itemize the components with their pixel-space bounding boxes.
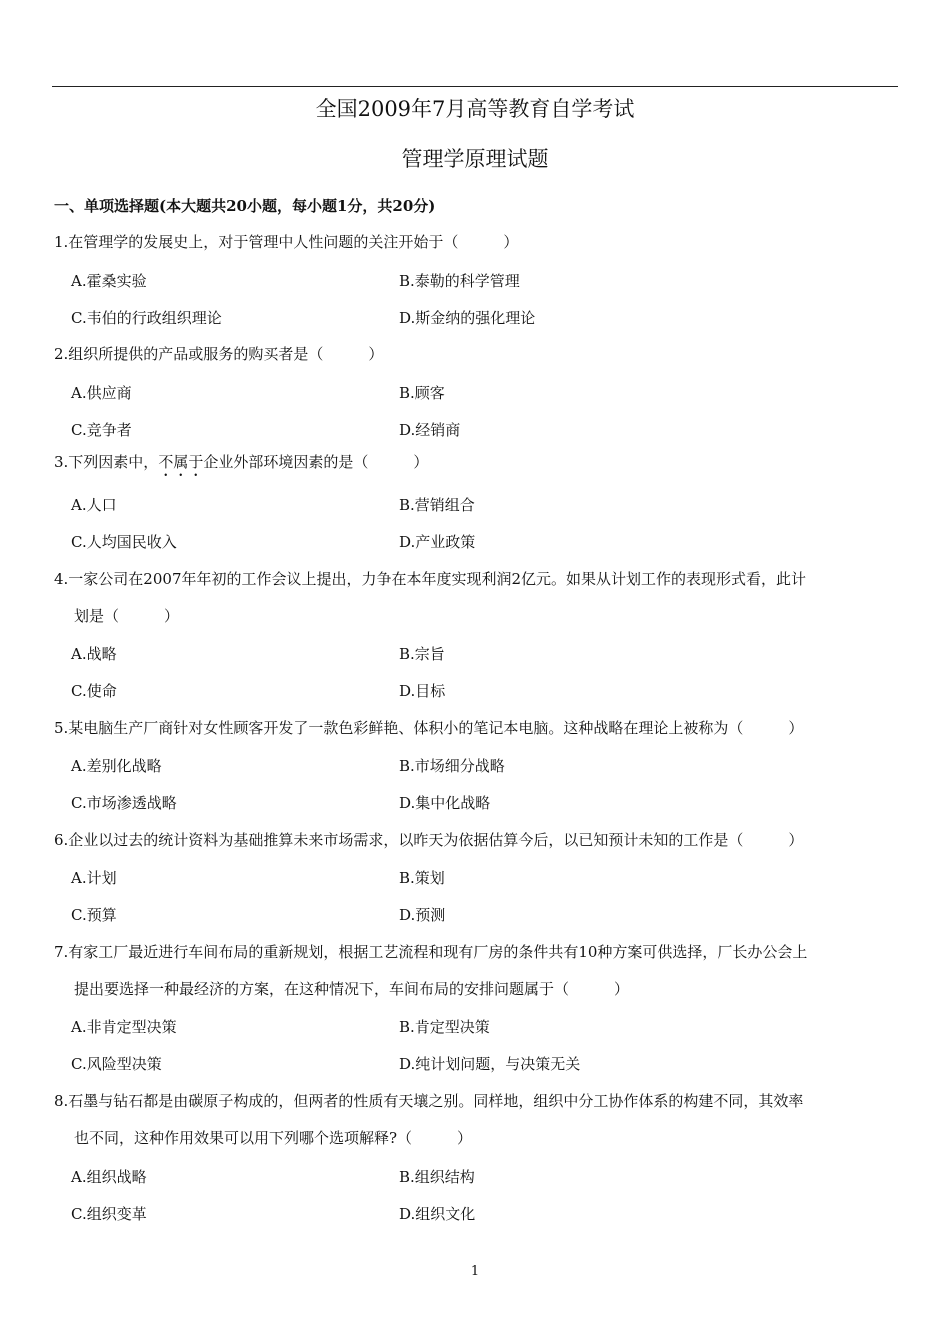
option-d: D.产业政策 (399, 533, 476, 551)
option-a: A.战略 (71, 645, 117, 663)
emphasized-term: 不属于 (158, 453, 204, 471)
option-b: B.策划 (399, 869, 445, 887)
option-c: C.市场渗透战略 (71, 794, 177, 812)
question-5 (54, 710, 898, 747)
header-rule (52, 86, 898, 87)
option-d: D.经销商 (399, 421, 461, 439)
question-8 (54, 1083, 898, 1157)
option-a: A.计划 (71, 869, 117, 887)
question-4 (54, 561, 898, 635)
option-d: D.目标 (399, 682, 446, 700)
exam-title: 全国2009年7月高等教育自学考试 (315, 97, 635, 121)
option-b: B.市场细分战略 (399, 757, 505, 775)
option-d: D.斯金纳的强化理论 (399, 309, 536, 327)
question-1 (54, 224, 898, 261)
option-d: D.集中化战略 (399, 794, 491, 812)
page-number: 1 (470, 1264, 480, 1279)
question-2 (54, 336, 898, 373)
paper-title: 管理学原理试题 (401, 147, 549, 171)
question-6 (54, 822, 898, 859)
option-a: A.霍桑实验 (71, 272, 147, 290)
question-stem-continued: 提出要选择一种最经济的方案，在这种情况下，车间布局的安排问题属于（ ） (74, 980, 630, 998)
question-stem: 4.一家公司在2007年年初的工作会议上提出，力争在本年度实现利润2亿元。如果从计划工作的表现形式看，此计 (54, 570, 807, 588)
option-b: B.组织结构 (399, 1168, 475, 1186)
section-heading: 一、单项选择题(本大题共20小题，每小题1分，共20分) (54, 197, 436, 215)
question-3 (54, 444, 898, 481)
option-c: C.使命 (71, 682, 117, 700)
question-stem: 6.企业以过去的统计资料为基础推算未来市场需求，以昨天为依据估算今后，以已知预计未知的工作是（ ） (54, 831, 804, 849)
option-a: A.非肯定型决策 (71, 1018, 177, 1036)
option-b: B.宗旨 (399, 645, 445, 663)
option-c: C.预算 (71, 906, 117, 924)
option-c: C.韦伯的行政组织理论 (71, 309, 222, 327)
question-stem: 8.石墨与钻石都是由碳原子构成的，但两者的性质有天壤之别。同样地，组织中分工协作体系的构建不同，其效率 (54, 1092, 804, 1110)
option-d: D.预测 (399, 906, 446, 924)
stem-suffix: 企业外部环境因素的是（ ） (203, 453, 429, 471)
option-a: A.人口 (71, 496, 117, 514)
question-stem: 7.有家工厂最近进行车间布局的重新规划，根据工艺流程和现有厂房的条件共有10种方案可供选择，厂长办公会上 (54, 943, 808, 961)
question-stem: 2.组织所提供的产品或服务的购买者是（ ） (54, 345, 384, 363)
question-stem-continued: 划是（ ） (74, 607, 180, 625)
stem-prefix: 3.下列因素中， (54, 453, 159, 471)
question-stem: 5.某电脑生产厂商针对女性顾客开发了一款色彩鲜艳、体积小的笔记本电脑。这种战略在理论上被称为（ ） (54, 719, 804, 737)
question-stem-continued: 也不同，这种作用效果可以用下列哪个选项解释?（ ） (74, 1129, 473, 1147)
option-c: C.风险型决策 (71, 1055, 162, 1073)
option-d: D.组织文化 (399, 1205, 476, 1223)
option-b: B.泰勒的科学管理 (399, 272, 520, 290)
option-b: B.营销组合 (399, 496, 475, 514)
option-a: A.供应商 (71, 384, 132, 402)
question-stem: 1.在管理学的发展史上，对于管理中人性问题的关注开始于（ ） (54, 233, 519, 251)
option-a: A.组织战略 (71, 1168, 147, 1186)
option-b: B.顾客 (399, 384, 445, 402)
question-7 (54, 934, 898, 1008)
option-d: D.纯计划问题，与决策无关 (399, 1055, 581, 1073)
question-stem (54, 444, 898, 481)
option-c: C.组织变革 (71, 1205, 147, 1223)
option-b: B.肯定型决策 (399, 1018, 490, 1036)
option-c: C.竞争者 (71, 421, 132, 439)
option-a: A.差别化战略 (71, 757, 162, 775)
option-c: C.人均国民收入 (71, 533, 177, 551)
